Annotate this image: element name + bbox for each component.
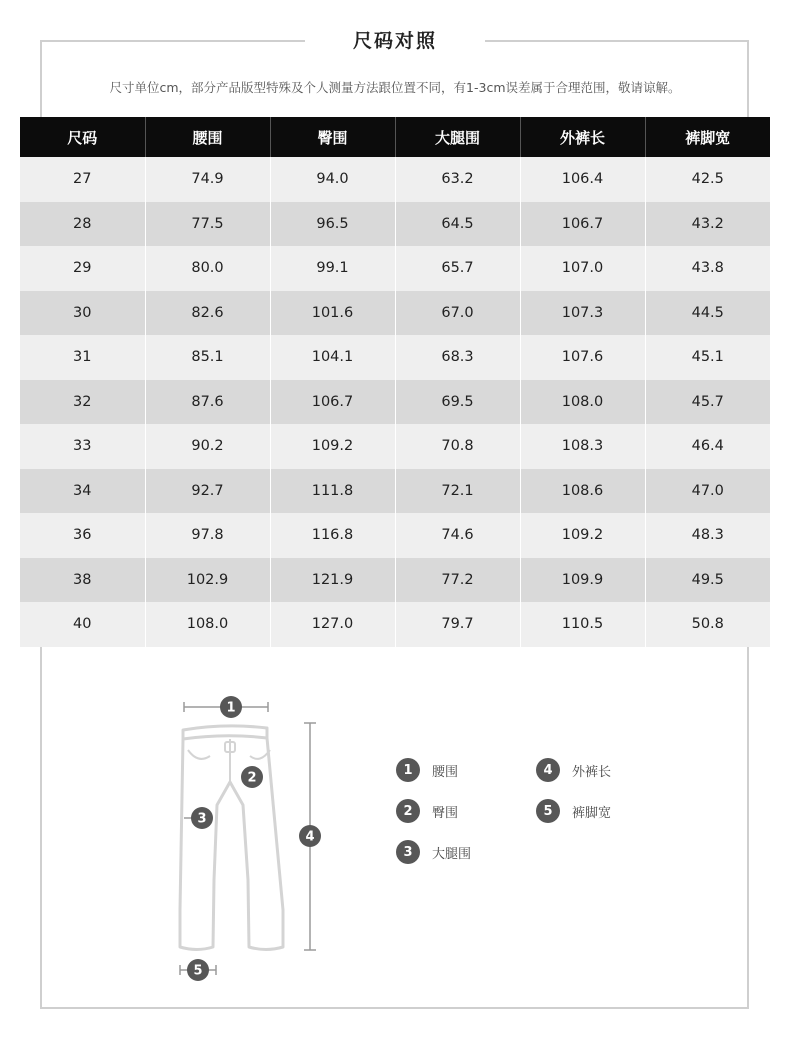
table-cell: 108.3 bbox=[520, 424, 645, 469]
table-row bbox=[20, 424, 770, 469]
table-cell: 36 bbox=[20, 513, 145, 558]
marker-4 bbox=[299, 825, 321, 847]
table-cell: 107.3 bbox=[520, 291, 645, 336]
table-cell: 104.1 bbox=[270, 335, 395, 380]
measurement-note: 尺寸单位cm，部分产品版型特殊及个人测量方法跟位置不同，有1-3cm误差属于合理范围，敬请谅解。 bbox=[109, 80, 681, 95]
table-cell: 97.8 bbox=[145, 513, 270, 558]
table-cell: 102.9 bbox=[145, 558, 270, 603]
table-cell: 108.0 bbox=[520, 380, 645, 425]
legend-label: 腰围 bbox=[432, 764, 459, 780]
marker-2-label: 2 bbox=[247, 770, 257, 786]
legend-label: 大腿围 bbox=[432, 846, 472, 862]
marker-3 bbox=[191, 807, 213, 829]
table-cell: 70.8 bbox=[395, 424, 520, 469]
marker-2 bbox=[241, 766, 263, 788]
table-cell: 67.0 bbox=[395, 291, 520, 336]
table-row bbox=[20, 469, 770, 514]
table-cell: 108.6 bbox=[520, 469, 645, 514]
table-row bbox=[20, 291, 770, 336]
table-cell: 43.2 bbox=[645, 202, 770, 247]
table-cell: 109.9 bbox=[520, 558, 645, 603]
marker-5 bbox=[187, 959, 209, 981]
header-length: 外裤长 bbox=[520, 117, 645, 157]
table-cell: 29 bbox=[20, 246, 145, 291]
table-cell: 80.0 bbox=[145, 246, 270, 291]
table-row bbox=[20, 246, 770, 291]
table-cell: 45.1 bbox=[645, 335, 770, 380]
table-cell: 106.7 bbox=[520, 202, 645, 247]
header-size: 尺码 bbox=[20, 117, 145, 157]
table-cell: 90.2 bbox=[145, 424, 270, 469]
table-cell: 101.6 bbox=[270, 291, 395, 336]
table-cell: 32 bbox=[20, 380, 145, 425]
table-cell: 127.0 bbox=[270, 602, 395, 647]
table-row bbox=[20, 558, 770, 603]
table-header-row bbox=[20, 117, 770, 157]
table-row bbox=[20, 335, 770, 380]
table-cell: 99.1 bbox=[270, 246, 395, 291]
table-cell: 111.8 bbox=[270, 469, 395, 514]
table-cell: 74.9 bbox=[145, 157, 270, 202]
table-cell: 30 bbox=[20, 291, 145, 336]
table-cell: 107.0 bbox=[520, 246, 645, 291]
table-cell: 109.2 bbox=[270, 424, 395, 469]
measurement-legend bbox=[396, 758, 716, 878]
table-cell: 50.8 bbox=[645, 602, 770, 647]
legend-number: 1 bbox=[396, 758, 420, 782]
table-cell: 116.8 bbox=[270, 513, 395, 558]
table-body bbox=[20, 157, 770, 647]
table-row bbox=[20, 202, 770, 247]
marker-3-label: 3 bbox=[197, 811, 207, 827]
header-leg-opening: 裤脚宽 bbox=[645, 117, 770, 157]
table-cell: 121.9 bbox=[270, 558, 395, 603]
legend-item-thigh bbox=[396, 840, 471, 864]
legend-item-length bbox=[536, 758, 611, 782]
table-cell: 63.2 bbox=[395, 157, 520, 202]
table-row bbox=[20, 513, 770, 558]
table-cell: 107.6 bbox=[520, 335, 645, 380]
table-cell: 94.0 bbox=[270, 157, 395, 202]
legend-item-leg-opening bbox=[536, 799, 611, 823]
table-cell: 33 bbox=[20, 424, 145, 469]
header-thigh: 大腿围 bbox=[395, 117, 520, 157]
pants-diagram bbox=[170, 690, 340, 990]
table-cell: 34 bbox=[20, 469, 145, 514]
header-hip: 臀围 bbox=[270, 117, 395, 157]
table-cell: 96.5 bbox=[270, 202, 395, 247]
legend-number: 3 bbox=[396, 840, 420, 864]
table-cell: 31 bbox=[20, 335, 145, 380]
table-cell: 43.8 bbox=[645, 246, 770, 291]
table-cell: 64.5 bbox=[395, 202, 520, 247]
table-cell: 72.1 bbox=[395, 469, 520, 514]
table-cell: 38 bbox=[20, 558, 145, 603]
table-row bbox=[20, 157, 770, 202]
table-cell: 46.4 bbox=[645, 424, 770, 469]
table-cell: 82.6 bbox=[145, 291, 270, 336]
table-cell: 87.6 bbox=[145, 380, 270, 425]
table-cell: 77.2 bbox=[395, 558, 520, 603]
page-title: 尺码对照 bbox=[352, 30, 437, 52]
marker-5-label: 5 bbox=[193, 963, 203, 979]
table-cell: 108.0 bbox=[145, 602, 270, 647]
legend-number: 4 bbox=[536, 758, 560, 782]
legend-number: 5 bbox=[536, 799, 560, 823]
table-cell: 42.5 bbox=[645, 157, 770, 202]
table-cell: 27 bbox=[20, 157, 145, 202]
legend-item-hip bbox=[396, 799, 458, 823]
table-row bbox=[20, 380, 770, 425]
table-cell: 28 bbox=[20, 202, 145, 247]
table-cell: 109.2 bbox=[520, 513, 645, 558]
table-row bbox=[20, 602, 770, 647]
marker-1-label: 1 bbox=[226, 700, 236, 716]
table-cell: 44.5 bbox=[645, 291, 770, 336]
table-cell: 106.7 bbox=[270, 380, 395, 425]
legend-label: 裤脚宽 bbox=[572, 805, 612, 821]
table-cell: 45.7 bbox=[645, 380, 770, 425]
table-cell: 47.0 bbox=[645, 469, 770, 514]
marker-1 bbox=[220, 696, 242, 718]
table-cell: 92.7 bbox=[145, 469, 270, 514]
table-cell: 49.5 bbox=[645, 558, 770, 603]
legend-label: 臀围 bbox=[432, 805, 459, 821]
table-cell: 110.5 bbox=[520, 602, 645, 647]
table-cell: 85.1 bbox=[145, 335, 270, 380]
table-cell: 40 bbox=[20, 602, 145, 647]
size-table bbox=[20, 117, 770, 647]
pants-outline bbox=[180, 726, 283, 950]
marker-4-label: 4 bbox=[305, 829, 315, 845]
table-cell: 68.3 bbox=[395, 335, 520, 380]
table-cell: 65.7 bbox=[395, 246, 520, 291]
table-cell: 69.5 bbox=[395, 380, 520, 425]
legend-item-waist bbox=[396, 758, 458, 782]
title-container bbox=[305, 24, 485, 58]
table-cell: 79.7 bbox=[395, 602, 520, 647]
legend-number: 2 bbox=[396, 799, 420, 823]
header-waist: 腰围 bbox=[145, 117, 270, 157]
legend-label: 外裤长 bbox=[572, 764, 612, 780]
table-cell: 48.3 bbox=[645, 513, 770, 558]
table-cell: 106.4 bbox=[520, 157, 645, 202]
table-cell: 74.6 bbox=[395, 513, 520, 558]
table-cell: 77.5 bbox=[145, 202, 270, 247]
